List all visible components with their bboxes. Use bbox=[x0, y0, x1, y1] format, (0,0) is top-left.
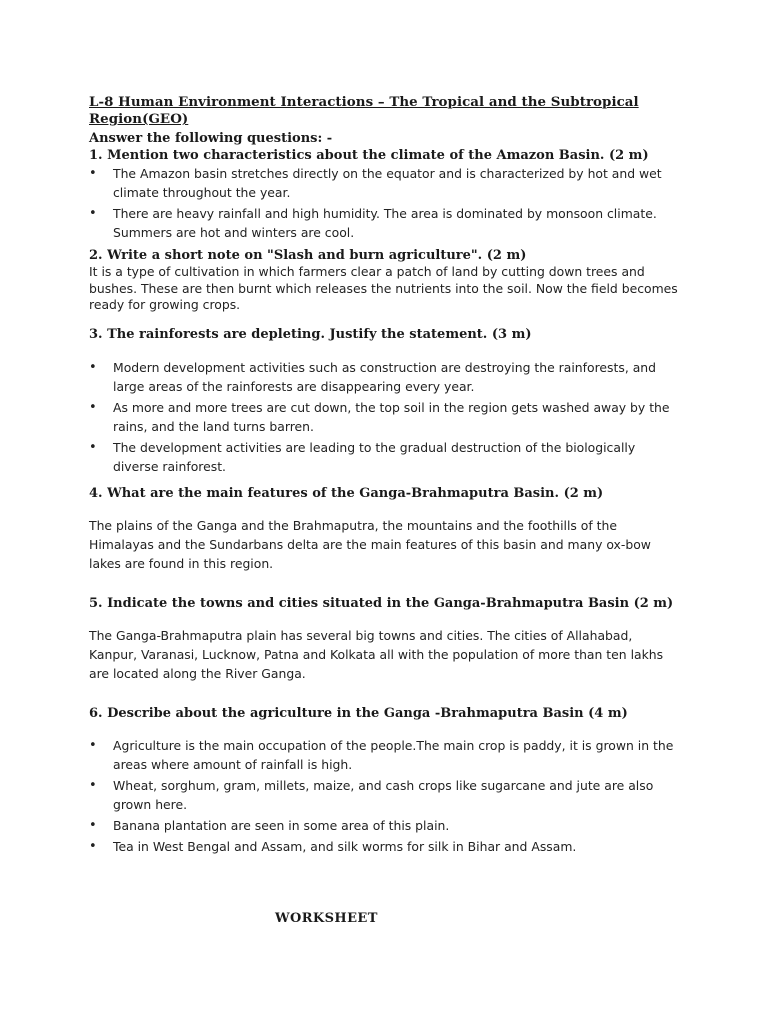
instruction-text: Answer the following questions: - bbox=[89, 131, 333, 146]
question-5: 5. Indicate the towns and cities situated in the Ganga-Brahmaputra Basin (2 m) bbox=[89, 595, 674, 611]
answer-6-bullet: • Wheat, sorghum, gram, millets, maize, and cash crops like sugarcane and jute are also grown here. bbox=[89, 776, 679, 814]
answer-6-bullet: • Agriculture is the main occupation of the people.The main crop is paddy, it is grown in the areas where amount of rainfall is high. bbox=[89, 736, 679, 774]
answer-1-list bbox=[89, 164, 679, 242]
question-2: 2. Write a short note on "Slash and burn agriculture". (2 m) bbox=[89, 248, 527, 263]
answer-5-text: The Ganga-Brahmaputra plain has several big towns and cities. The cities of Allahabad, Kanpur, Varanasi, Lucknow, Patna and Kolkata all with the population of more than ten lakhs are located along the River Ganga. bbox=[89, 627, 664, 681]
answer-6-list bbox=[89, 736, 679, 856]
answer-2-text: It is a type of cultivation in which farmers clear a patch of land by cutting down trees and bushes. These are then burnt which releases the nutrients into the soil. Now the field becomes ready for growing crops. bbox=[89, 264, 678, 312]
answer-3-bullet: • Modern development activities such as construction are destroying the rainforests, and large areas of the rainforests are disappearing every year. bbox=[89, 358, 679, 396]
page-title: L-8 Human Environment Interactions – The Tropical and the Subtropical Region(GEO) bbox=[89, 94, 639, 127]
answer-6-bullet: • Tea in West Bengal and Assam, and silk worms for silk in Bihar and Assam. bbox=[89, 837, 679, 856]
worksheet-heading: WORKSHEET bbox=[275, 911, 378, 926]
document-page bbox=[89, 94, 679, 858]
answer-3-list bbox=[89, 358, 679, 476]
answer-6-bullet: • Banana plantation are seen in some area of this plain. bbox=[89, 816, 679, 835]
question-4: 4. What are the main features of the Ganga-Brahmaputra Basin. (2 m) bbox=[89, 485, 604, 501]
question-6: 6. Describe about the agriculture in the Ganga -Brahmaputra Basin (4 m) bbox=[89, 705, 628, 721]
question-1: 1. Mention two characteristics about the climate of the Amazon Basin. (2 m) bbox=[89, 148, 649, 163]
answer-3-bullet: • The development activities are leading to the gradual destruction of the biologically diverse rainforest. bbox=[89, 438, 679, 476]
answer-1-bullet: • There are heavy rainfall and high humidity. The area is dominated by monsoon climate. Summers are hot and winters are cool. bbox=[89, 204, 679, 242]
answer-3-bullet: • As more and more trees are cut down, the top soil in the region gets washed away by the rains, and the land turns barren. bbox=[89, 398, 679, 436]
question-3: 3. The rainforests are depleting. Justify the statement. (3 m) bbox=[89, 326, 532, 342]
answer-1-bullet: • The Amazon basin stretches directly on the equator and is characterized by hot and wet climate throughout the year. bbox=[89, 164, 679, 202]
answer-4-text: The plains of the Ganga and the Brahmaputra, the mountains and the foothills of the Himalayas and the Sundarbans delta are the main features of this basin and many ox-bow lakes are found in this region. bbox=[89, 517, 651, 571]
